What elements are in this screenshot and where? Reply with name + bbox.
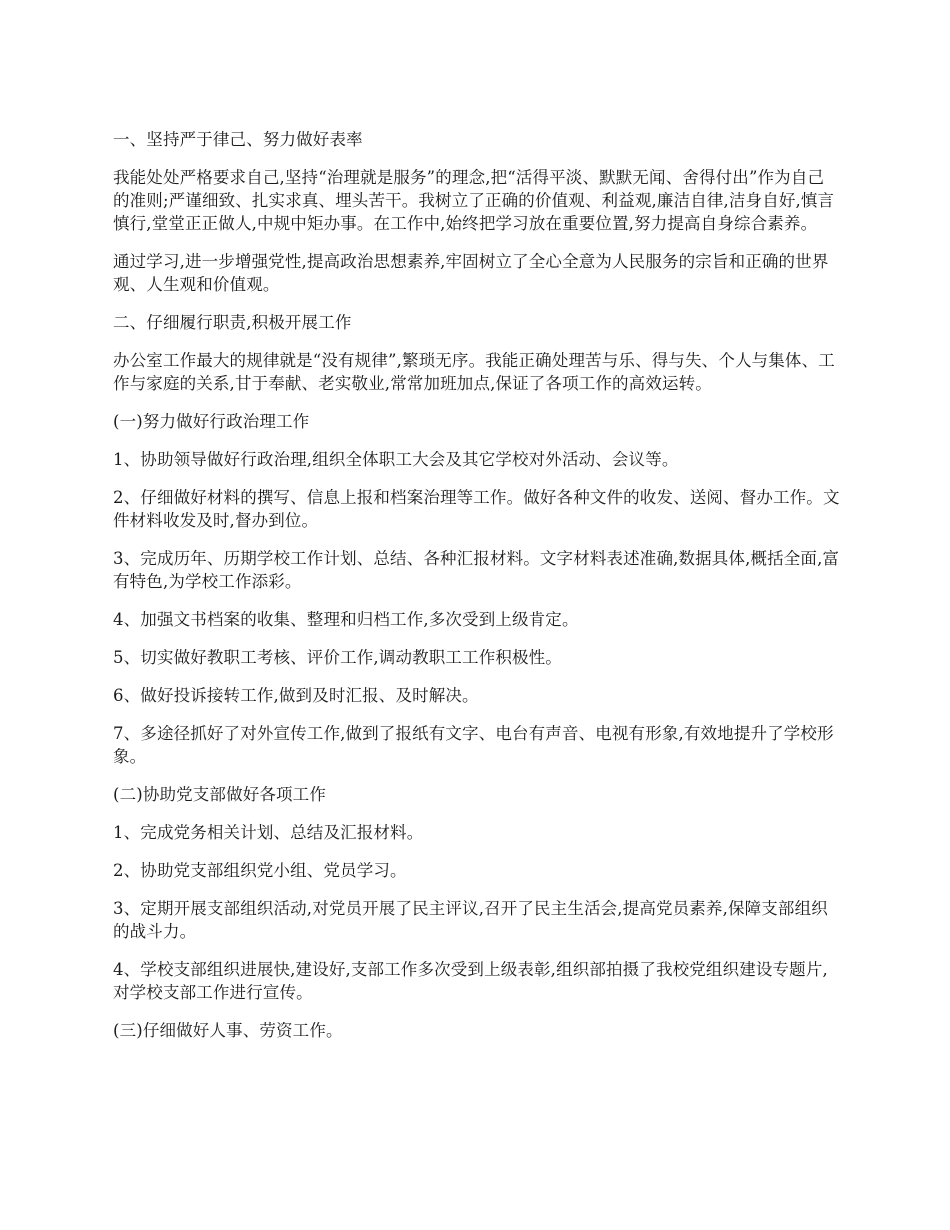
subsection-heading-1: (一)努力做好行政治理工作 <box>113 412 310 431</box>
body-paragraph: 办公室工作最大的规律就是“没有规律”,繁琐无序。我能正确处理苦与乐、得与失、个人与集体、工作与家庭的关系,甘于奉献、老实敬业,常常加班加点,保证了各项工作的高效运转。 <box>113 351 835 393</box>
body-paragraph: 我能处处严格要求自己,坚持“治理就是服务”的理念,把“活得平淡、默默无闻、舍得付出”作为自己的准则;严谨细致、扎实求真、埋头苦干。我树立了正确的价值观、利益观,廉洁自律,洁身自好,慎言慎行,堂堂正正做人,中规中矩办事。在工作中,始终把学习放在重要位置,努力提高自身综合素养。 <box>113 168 835 233</box>
list-item: 4、加强文书档案的收集、整理和归档工作,多次受到上级肯定。 <box>113 610 579 629</box>
subsection-heading-2: (二)协助党支部做好各项工作 <box>113 785 326 804</box>
list-item: 1、协助领导做好行政治理,组织全体职工大会及其它学校对外活动、会议等。 <box>113 450 679 469</box>
list-item: 7、多途径抓好了对外宣传工作,做到了报纸有文字、电台有声音、电视有形象,有效地提升了学校形象。 <box>113 724 834 766</box>
list-item: 3、完成历年、历期学校工作计划、总结、各种汇报材料。文字材料表述准确,数据具体,概括全面,富有特色,为学校工作添彩。 <box>113 549 840 591</box>
list-item: 6、做好投诉接转工作,做到及时汇报、及时解决。 <box>113 686 479 705</box>
list-item: 1、完成党务相关计划、总结及汇报材料。 <box>113 823 424 842</box>
section-heading-1: 一、坚持严于律己、努力做好表率 <box>113 130 363 149</box>
list-item: 2、协助党支部组织党小组、党员学习。 <box>113 861 407 880</box>
list-item: 5、切实做好教职工考核、评价工作,调动教职工工作积极性。 <box>113 648 562 667</box>
list-item: 3、定期开展支部组织活动,对党员开展了民主评议,召开了民主生活会,提高党员素养,保障支部组织的战斗力。 <box>113 899 828 941</box>
section-heading-2: 二、仔细履行职责,积极开展工作 <box>113 313 352 332</box>
list-item: 2、仔细做好材料的撰写、信息上报和档案治理等工作。做好各种文件的收发、送阅、督办工作。文件材料收发及时,督办到位。 <box>113 488 840 530</box>
list-item: 4、学校支部组织进展快,建设好,支部工作多次受到上级表彰,组织部拍摄了我校党组织建设专题片,对学校支部工作进行宣传。 <box>113 960 828 1002</box>
subsection-heading-3: (三)仔细做好人事、劳资工作。 <box>113 1021 343 1040</box>
body-paragraph: 通过学习,进一步增强党性,提高政治思想素养,牢固树立了全心全意为人民服务的宗旨和正确的世界观、人生观和价值观。 <box>113 252 829 294</box>
